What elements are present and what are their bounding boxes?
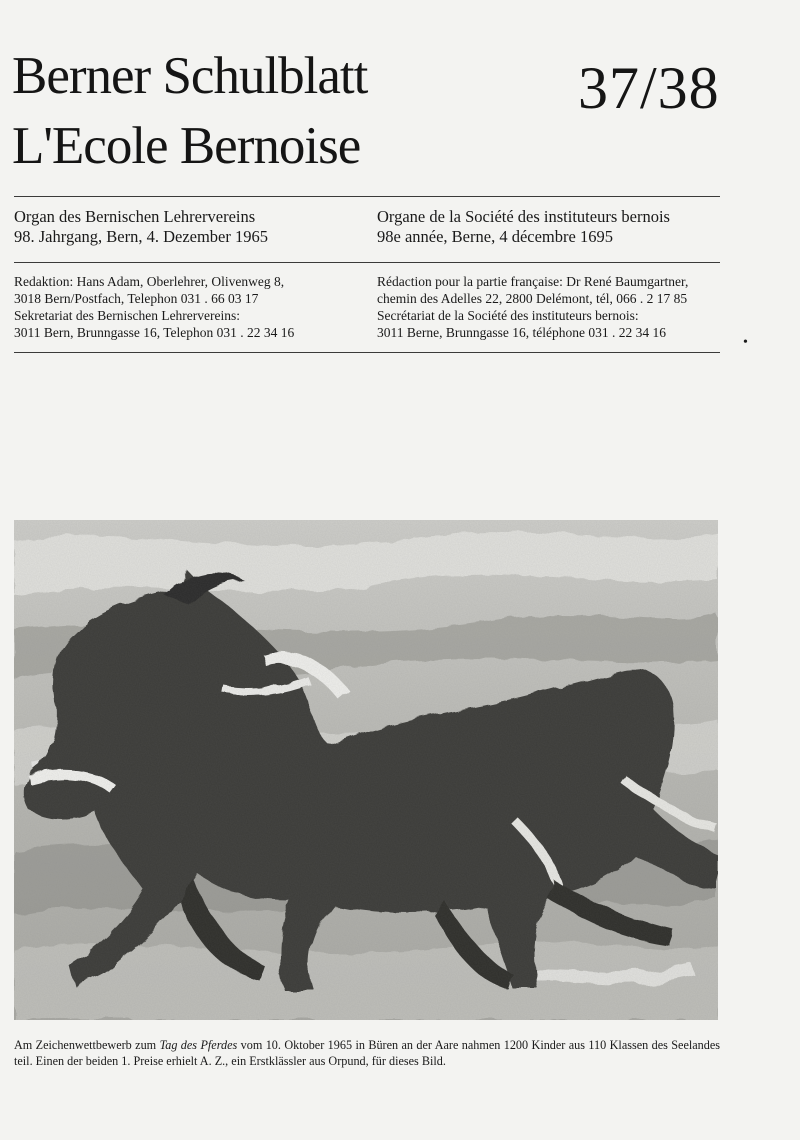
bullet-dot: • [743,335,748,350]
redaction-line: 3018 Bern/Postfach, Telephon 031 . 66 03 17 [14,291,259,306]
redaction-line: chemin des Adelles 22, 2800 Delémont, tél, 066 . 2 17 85 [377,291,688,306]
organ-edition-french: 98e année, Berne, 4 décembre 1695 [377,227,613,246]
header-bottom-rule [14,352,720,353]
caption-text-start: Am Zeichenwettbewerb zum [14,1038,160,1052]
redaction-line: Sekretariat des Bernischen Lehrervereins: [14,308,241,323]
redaction-german [14,273,364,341]
organ-edition-german: 98. Jahrgang, Bern, 4. Dezember 1965 [14,227,269,246]
image-caption [14,1037,720,1069]
organ-german [14,207,364,247]
issue-number: 37/38 [578,55,720,121]
redaction-line: 3011 Berne, Brunngasse 16, téléphone 031 . 22 34 16 [377,325,666,340]
organ-rule [14,262,720,263]
redaction-line: Secrétariat de la Société des instituteurs bernois: [377,308,639,323]
caption-text-end: vom 10. Oktober 1965 in Büren an der Aare nahmen 1200 Kinder aus 110 Klassen des Seelandes teil. Einen der beiden 1. Preise erhielt A. Z., ein Erstklässler aus Orpund, für dieses Bild. [14,1038,720,1068]
print-grain [14,520,718,1020]
masthead-title-german: Berner Schulblatt [12,47,368,105]
masthead-rule [14,196,720,197]
organ-name-german: Organ des Bernischen Lehrervereins [14,207,256,226]
horse-painting-image [14,520,718,1020]
redaction-line: Rédaction pour la partie française: Dr René Baumgartner, [377,274,689,289]
masthead-title-french: L'Ecole Bernoise [12,117,361,175]
redaction-french [377,273,727,341]
organ-french [377,207,727,247]
redaction-line: Redaktion: Hans Adam, Oberlehrer, Olivenweg 8, [14,274,285,289]
caption-event-title: Tag des Pferdes [159,1038,238,1052]
organ-name-french: Organe de la Société des instituteurs bernois [377,207,670,226]
redaction-line: 3011 Bern, Brunngasse 16, Telephon 031 . 22 34 16 [14,325,295,340]
